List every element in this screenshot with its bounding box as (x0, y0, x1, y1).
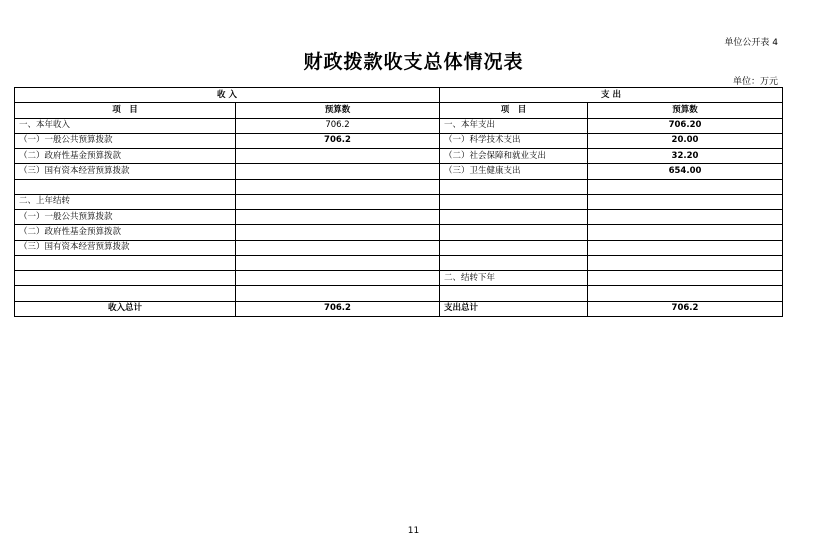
expense-section-header: 支 出 (440, 88, 783, 103)
income-budget: 706.2 (236, 133, 440, 148)
income-budget (236, 194, 440, 209)
expense-item: 一、本年支出 (440, 118, 588, 133)
income-item (15, 286, 236, 301)
table-row (15, 164, 783, 179)
finance-table (14, 87, 783, 317)
income-total-label: 收入总计 (15, 301, 236, 316)
expense-budget (588, 210, 783, 225)
expense-budget (588, 194, 783, 209)
income-budget (236, 286, 440, 301)
table-row (15, 179, 783, 194)
page-number: 11 (407, 526, 420, 536)
table-row (15, 210, 783, 225)
totals-row (15, 301, 783, 316)
expense-item (440, 179, 588, 194)
income-item: （二）政府性基金预算拨款 (15, 149, 236, 164)
expense-budget-header: 预算数 (588, 103, 783, 118)
income-item: （一）一般公共预算拨款 (15, 210, 236, 225)
expense-item: 二、结转下年 (440, 271, 588, 286)
expense-item: （一）科学技术支出 (440, 133, 588, 148)
income-item: （二）政府性基金预算拨款 (15, 225, 236, 240)
expense-budget (588, 240, 783, 255)
expense-budget: 20.00 (588, 133, 783, 148)
expense-item (440, 286, 588, 301)
income-item: （三）国有资本经营预算拨款 (15, 164, 236, 179)
income-budget (236, 149, 440, 164)
section-header-row (15, 88, 783, 103)
income-item: 一、本年收入 (15, 118, 236, 133)
table-row (15, 194, 783, 209)
income-item (15, 179, 236, 194)
income-budget (236, 179, 440, 194)
income-section-header: 收 入 (15, 88, 440, 103)
expense-total-value: 706.2 (588, 301, 783, 316)
income-item: 二、上年结转 (15, 194, 236, 209)
expense-budget (588, 271, 783, 286)
expense-item (440, 225, 588, 240)
expense-item-header: 项 目 (440, 103, 588, 118)
income-budget (236, 164, 440, 179)
expense-budget (588, 255, 783, 270)
unit-label: 单位：万元 (732, 77, 778, 87)
expense-budget (588, 179, 783, 194)
expense-budget: 32.20 (588, 149, 783, 164)
income-budget (236, 271, 440, 286)
table-row (15, 271, 783, 286)
expense-item (440, 194, 588, 209)
income-item: （一）一般公共预算拨款 (15, 133, 236, 148)
table-row (15, 133, 783, 148)
table-row (15, 118, 783, 133)
form-number: 单位公开表 4 (724, 38, 778, 48)
income-total-value: 706.2 (236, 301, 440, 316)
table-row (15, 225, 783, 240)
income-budget: 706.2 (236, 118, 440, 133)
table-row (15, 255, 783, 270)
expense-budget (588, 225, 783, 240)
income-budget-header: 预算数 (236, 103, 440, 118)
table-row (15, 240, 783, 255)
table-row (15, 286, 783, 301)
income-item (15, 271, 236, 286)
income-budget (236, 255, 440, 270)
income-budget (236, 240, 440, 255)
expense-budget: 706.20 (588, 118, 783, 133)
expense-budget (588, 286, 783, 301)
expense-item (440, 240, 588, 255)
expense-item (440, 210, 588, 225)
table-row (15, 149, 783, 164)
expense-item: （二）社会保障和就业支出 (440, 149, 588, 164)
page-title: 财政拨款收支总体情况表 (303, 51, 524, 73)
income-budget (236, 210, 440, 225)
income-item: （三）国有资本经营预算拨款 (15, 240, 236, 255)
expense-total-label: 支出总计 (440, 301, 588, 316)
expense-item (440, 255, 588, 270)
column-header-row (15, 103, 783, 118)
income-item (15, 255, 236, 270)
income-item-header: 项 目 (15, 103, 236, 118)
expense-budget: 654.00 (588, 164, 783, 179)
expense-item: （三）卫生健康支出 (440, 164, 588, 179)
income-budget (236, 225, 440, 240)
